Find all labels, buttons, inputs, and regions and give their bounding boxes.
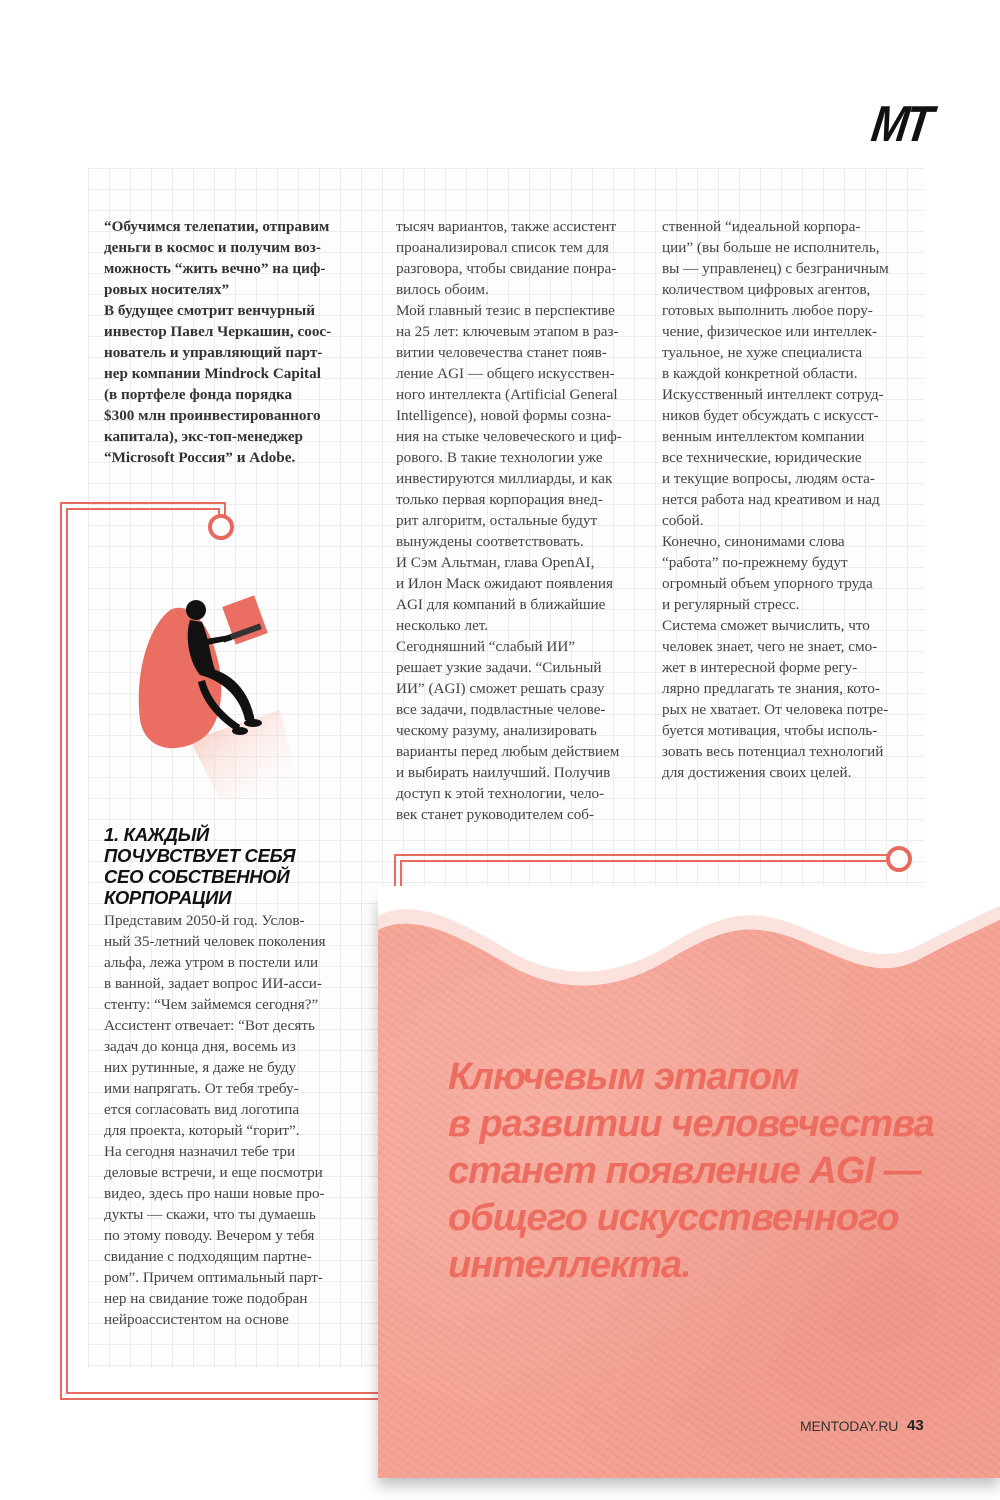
column-2-text: тысяч вариантов, также ассистент проанализировал список тем для разговора, чтобы свидание понра- вилось обоим. Мой главный тезис в перспективе на 25 лет: ключевым этапом в раз- витии человечества станет появ- ление AGI — общего искусствен- ного интеллекта (Artificial General Intelligence), новой формы созна- ния на стыке человеческого и циф- рового. В такие технологии уже инвестируются миллиарды, и как только первая корпорация внед- рит алгоритм, остальные будут вынуждены соответствовать. И Сэм Альтман, глава OpenAI, и Илон Маск ожидают появления AGI для компаний в ближайшие несколько лет. Сегодняшний “слабый ИИ” решает узкие задачи. “Сильный ИИ” (AGI) сможет решать сразу все задачи, подвластные челове- ческому разуму, анализировать варианты перед любым действием и выбирать наилучший. Получив доступ к этой технологии, чело- век станет руководителем соб-	[396, 218, 622, 823]
pull-quote: Ключевым этапом в развитии человечества станет появление AGI — общего искусственного интеллекта.	[448, 1056, 934, 1286]
section-1-text: Представим 2050-й год. Услов- ный 35-летний человек поколения альфа, лежа утром в постели или в ванной, задает вопрос ИИ-асси- стенту: “Чем займемся сегодня?” Ассистент отвечает: “Вот десять задач до конца дня, восемь из них рутинные, я даже не буду ими напрягать. От тебя требу- ется согласовать вид логотипа для проекта, который “горит”. На сегодня назначил тебе три деловые встречи, и еще посмотри видео, здесь про наши новые про- дукты — скажи, что ты думаешь по этому поводу. Вечером у тебя свидание с подходящим партне- ром”. Причем оптимальный парт- нер на свидание тоже подобран нейроассистентом на основе	[104, 912, 326, 1328]
magazine-logo: МТ	[868, 96, 934, 153]
person-with-laptop-icon	[130, 590, 300, 800]
torn-paper-edge	[378, 886, 1000, 996]
footer-site: MENTODAY.RU	[800, 1418, 899, 1434]
column-3-text: ственной “идеальной корпора- ции” (вы больше не исполнитель, вы — управленец) с безграничным количеством цифровых агентов, готовых выполнить любое пору- чение, физическое или интеллек- туальное, не хуже специалиста в каждой конкретной области. Искусственный интеллект сотруд- ников будет обсуждать с искусст- венным интеллектом компании все технические, юридические и текущие вопросы, людям оста- нется работа над креативом и над собой. Конечно, синонимами слова “работа” по-прежнему будут огромный объем упорного труда и регулярный стресс. Система сможет вычислить, что человек знает, чего не знает, смо- жет в интересной форме регу- лярно предлагать те знания, кото- рых не хватает. От человека потре- буется мотивация, чтобы исполь- зовать весь потенциал технологий для достижения своих целей.	[662, 218, 889, 781]
left-frame-top-inner	[66, 508, 218, 510]
intro-text: “Обучимся телепатии, отправим деньги в космос и получим воз- можность “жить вечно” на циф- ровых носителях” В будущее смотрит венчурный инвестор Павел Черкашин, соос- нователь и управляющий парт- нер компании Mindrock Capital (в портфеле фонда порядка $300 млн проинвестированного капитала), экс-топ-менеджер “Microsoft Россия” и Adobe.	[104, 218, 332, 466]
left-ring-icon	[208, 514, 234, 540]
right-ring-icon	[886, 846, 912, 872]
left-frame-top-outer	[60, 502, 224, 504]
section-1-heading: 1. КАЖДЫЙ ПОЧУВСТВУЕТ СЕБЯ СЕО СОБСТВЕННОЙ КОРПОРАЦИИ	[104, 824, 296, 908]
page-number: 43	[907, 1417, 924, 1434]
